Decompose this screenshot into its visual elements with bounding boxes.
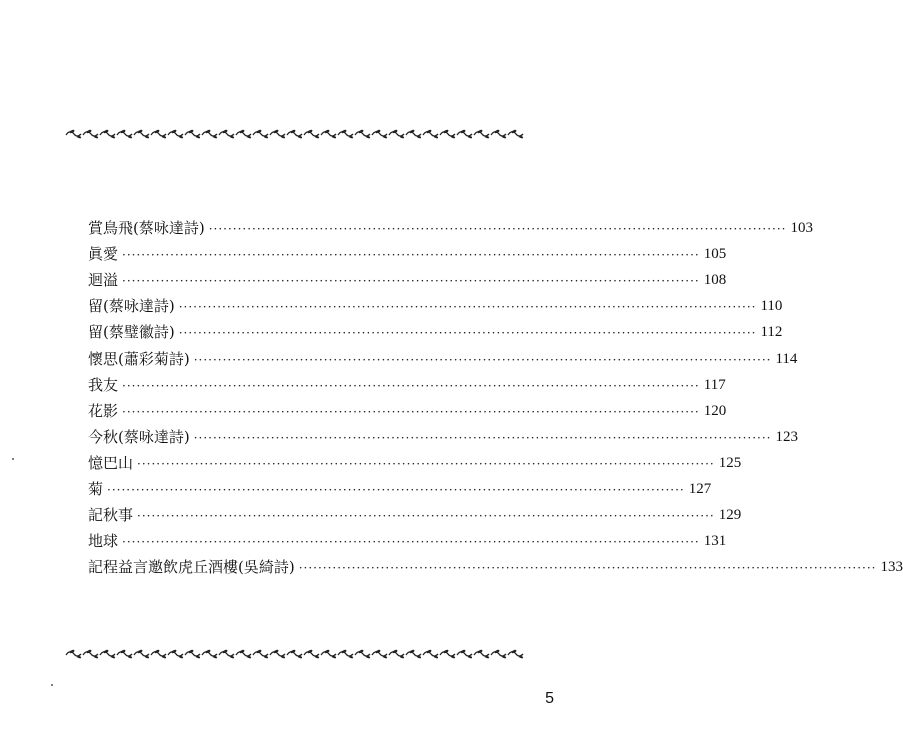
toc-entry[interactable]: [88, 290, 783, 316]
toc-entry-page: 110: [760, 298, 783, 315]
toc-leader-dots: ························································································································: [298, 561, 877, 576]
toc-entry[interactable]: [88, 499, 742, 525]
toc-entry-title: 眞愛: [88, 245, 119, 264]
toc-entry-page: 129: [718, 507, 742, 524]
toc-entry-page: 114: [775, 350, 798, 367]
toc-leader-dots: ························································································································: [178, 326, 757, 341]
toc-entry[interactable]: [88, 525, 727, 551]
toc-entry[interactable]: [88, 238, 727, 264]
toc-entry-title: 花影: [88, 401, 119, 420]
toc-entry-title: 記程益言邀飲虎丘酒樓(吳綺詩): [88, 558, 295, 577]
toc-entry-title: 地球: [88, 532, 119, 551]
toc-entry-page: 105: [703, 246, 727, 263]
bottom-vine-ornament-icon: [64, 648, 528, 660]
toc-entry[interactable]: [88, 342, 798, 368]
toc-leader-dots: ························································································································: [178, 300, 757, 315]
scan-speck: [51, 684, 53, 686]
toc-entry[interactable]: [88, 316, 783, 342]
toc-leader-dots: ························································································································: [107, 483, 685, 498]
toc-leader-dots: ························································································································: [193, 430, 772, 445]
scan-speck: [12, 458, 14, 460]
toc-entry-title: 留(蔡咏達詩): [88, 297, 175, 316]
toc-entry[interactable]: [88, 551, 903, 577]
toc-entry-title: 迴溢: [88, 271, 119, 290]
toc-entry[interactable]: [88, 395, 727, 421]
toc-entry-title: 憶巴山: [88, 453, 134, 472]
toc-leader-dots: ························································································································: [193, 352, 772, 367]
toc-entry[interactable]: [88, 473, 712, 499]
toc-entry[interactable]: [88, 369, 726, 395]
toc-entry-page: 108: [703, 272, 727, 289]
toc-entry-title: 懷思(蕭彩菊詩): [88, 349, 190, 368]
top-vine-ornament-icon: [64, 128, 528, 140]
toc-entry-title: 我友: [88, 375, 119, 394]
toc-leader-dots: ························································································································: [122, 378, 700, 393]
toc-entry-page: 120: [703, 402, 727, 419]
toc-entry[interactable]: [88, 212, 813, 238]
toc-leader-dots: ························································································································: [122, 248, 700, 263]
toc-entry-page: 117: [703, 376, 726, 393]
toc-entry-title: 賞鳥飛(蔡咏達詩): [88, 219, 205, 238]
table-of-contents: [88, 212, 903, 577]
toc-leader-dots: ························································································································: [122, 274, 700, 289]
toc-entry-page: 133: [880, 559, 903, 576]
toc-entry-title: 菊: [88, 480, 104, 499]
toc-leader-dots: ························································································································: [122, 535, 700, 550]
toc-entry-page: 131: [703, 533, 727, 550]
toc-leader-dots: ························································································································: [137, 509, 715, 524]
toc-entry-page: 123: [775, 428, 798, 445]
toc-entry-page: 103: [790, 220, 813, 237]
toc-entry-page: 127: [688, 481, 712, 498]
page-number: 5: [545, 690, 554, 707]
toc-entry-title: 今秋(蔡咏達詩): [88, 427, 190, 446]
toc-leader-dots: ························································································································: [137, 456, 715, 471]
toc-entry-page: 112: [760, 324, 783, 341]
toc-leader-dots: ························································································································: [122, 404, 700, 419]
toc-entry-title: 留(蔡璧徽詩): [88, 323, 175, 342]
toc-entry-page: 125: [718, 454, 742, 471]
toc-leader-dots: ························································································································: [208, 222, 787, 237]
toc-entry[interactable]: [88, 421, 798, 447]
toc-entry-title: 記秋事: [88, 506, 134, 525]
toc-entry[interactable]: [88, 447, 742, 473]
toc-entry[interactable]: [88, 264, 727, 290]
